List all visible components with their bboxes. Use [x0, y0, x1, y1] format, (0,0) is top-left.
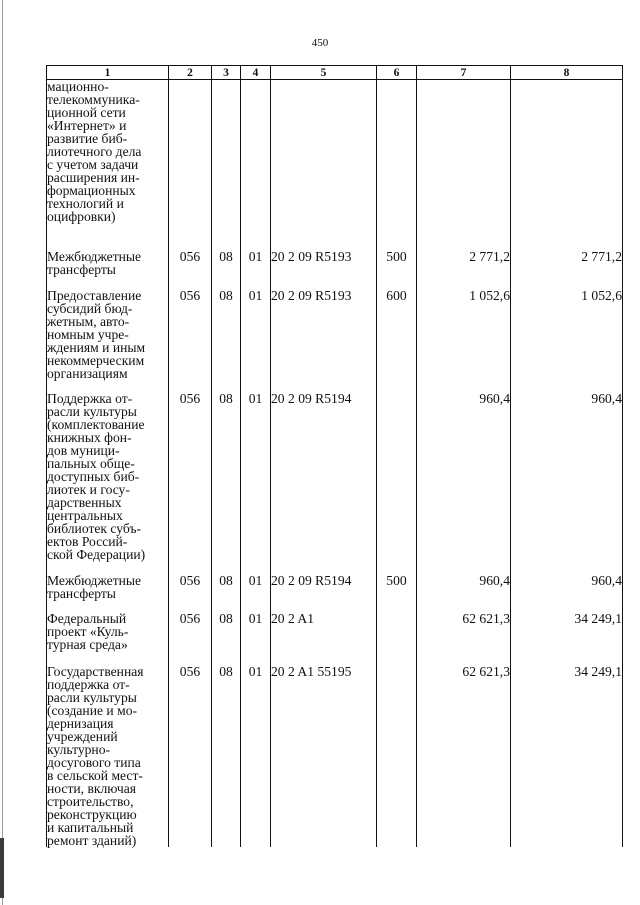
- cell-amount-col8: 34 249,1: [511, 607, 623, 660]
- cell-item-name: [47, 569, 169, 607]
- cell-section: 08: [212, 284, 241, 387]
- header-col-5: 5: [271, 66, 377, 80]
- cell-subsection: 01: [241, 607, 271, 660]
- item-name-line: ционной сети: [47, 105, 126, 120]
- cell-section: 08: [212, 569, 241, 607]
- page-edge-line: [2, 0, 3, 905]
- cell-expense-type: [377, 660, 417, 847]
- cell-amount-col7: 62 621,3: [417, 660, 511, 847]
- cell-amount-col7: 960,4: [417, 569, 511, 607]
- cell-expense-type: 500: [377, 569, 417, 607]
- cell-item-name: [47, 80, 169, 245]
- cell-amount-col7: 960,4: [417, 387, 511, 569]
- table-row: [47, 284, 623, 387]
- header-col-2: 2: [169, 66, 212, 80]
- item-name-line: учреждений: [47, 728, 118, 744]
- item-name-line: трансферты: [47, 261, 116, 277]
- cell-amount-col7: [417, 80, 511, 245]
- cell-admin-code: 056: [169, 569, 212, 607]
- table-row: [47, 387, 623, 569]
- cell-subsection: 01: [241, 569, 271, 607]
- cell-amount-col8: 1 052,6: [511, 284, 623, 387]
- cell-section: 08: [212, 245, 241, 284]
- cell-admin-code: 056: [169, 607, 212, 660]
- header-col-6: 6: [377, 66, 417, 80]
- item-name-line: досугового типа: [47, 754, 141, 770]
- cell-subsection: 01: [241, 284, 271, 387]
- item-name-line: культурно-: [47, 741, 111, 757]
- item-name-line: развитие биб-: [47, 131, 128, 146]
- item-name-line: Межбюджетные: [47, 572, 142, 588]
- table-row: [47, 245, 623, 284]
- page-number: 450: [311, 37, 329, 49]
- cell-target-article: 20 2 09 R5193: [271, 284, 377, 387]
- item-name-line: организациям: [47, 365, 128, 381]
- cell-section: 08: [212, 607, 241, 660]
- cell-expense-type: [377, 607, 417, 660]
- item-name-line: (комплектование: [47, 416, 145, 432]
- cell-admin-code: 056: [169, 284, 212, 387]
- header-col-8: 8: [511, 66, 623, 80]
- item-name-line: дарственных: [47, 494, 122, 510]
- header-col-7: 7: [417, 66, 511, 80]
- item-name-line: телекоммуника-: [47, 92, 140, 107]
- cell-item-name: [47, 284, 169, 387]
- table-row: [47, 80, 623, 245]
- cell-target-article: 20 2 09 R5194: [271, 387, 377, 569]
- item-name-line: лиотечного дела: [47, 144, 142, 159]
- item-name-line: доступных биб-: [47, 468, 140, 484]
- item-name-line: библиотек субъ-: [47, 520, 142, 536]
- item-name-line: Межбюджетные: [47, 248, 142, 264]
- item-name-line: пальных обще-: [47, 455, 135, 471]
- cell-expense-type: [377, 80, 417, 245]
- cell-subsection: 01: [241, 660, 271, 847]
- cell-expense-type: 600: [377, 284, 417, 387]
- cell-admin-code: 056: [169, 660, 212, 847]
- item-name-line: дов муници-: [47, 442, 120, 458]
- item-name-line: трансферты: [47, 585, 116, 601]
- item-name-line: проект «Куль-: [47, 623, 129, 639]
- cell-amount-col7: 2 771,2: [417, 245, 511, 284]
- item-name-line: ремонт зданий): [47, 832, 137, 848]
- cell-section: 08: [212, 387, 241, 569]
- cell-amount-col8: 34 249,1: [511, 660, 623, 847]
- cell-target-article: [271, 80, 377, 245]
- item-name-line: лиотек и госу-: [47, 481, 130, 497]
- item-name-line: ектов Россий-: [47, 533, 128, 549]
- item-name-line: ности, включая: [47, 780, 137, 796]
- cell-target-article: 20 2 09 R5194: [271, 569, 377, 607]
- table-header-row: [47, 66, 623, 80]
- item-name-line: жетным, авто-: [47, 313, 130, 329]
- header-col-3: 3: [212, 66, 241, 80]
- table-row: [47, 660, 623, 847]
- cell-subsection: [241, 80, 271, 245]
- item-name-line: расширения ин-: [47, 170, 140, 185]
- table-row: [47, 607, 623, 660]
- item-name-line: Предоставление: [47, 287, 142, 303]
- table-row: [47, 569, 623, 607]
- cell-amount-col8: 960,4: [511, 569, 623, 607]
- item-name-line: строительство,: [47, 793, 134, 809]
- cell-admin-code: [169, 80, 212, 245]
- item-name-line: расли культуры: [47, 689, 137, 705]
- table-body: [47, 80, 623, 847]
- cell-item-name: [47, 245, 169, 284]
- item-name-line: некоммерческим: [47, 352, 145, 368]
- cell-expense-type: 500: [377, 245, 417, 284]
- cell-section: 08: [212, 660, 241, 847]
- item-name-line: Государственная: [47, 663, 144, 679]
- item-name-line: «Интернет» и: [47, 118, 127, 133]
- cell-amount-col7: 1 052,6: [417, 284, 511, 387]
- cell-expense-type: [377, 387, 417, 569]
- item-name-line: турная среда»: [47, 636, 128, 652]
- cell-amount-col8: [511, 80, 623, 245]
- cell-amount-col7: 62 621,3: [417, 607, 511, 660]
- item-name-line: дернизация: [47, 715, 114, 731]
- cell-amount-col8: 2 771,2: [511, 245, 623, 284]
- budget-table: [46, 65, 623, 847]
- item-name-line: ской Федерации): [47, 546, 146, 562]
- cell-item-name: [47, 387, 169, 569]
- cell-item-name: [47, 660, 169, 847]
- item-name-line: книжных фон-: [47, 429, 132, 445]
- cell-admin-code: 056: [169, 387, 212, 569]
- item-name-line: Поддержка от-: [47, 390, 133, 406]
- cell-item-name: [47, 607, 169, 660]
- item-name-line: оцифровки): [47, 209, 116, 224]
- item-name-line: субсидий бюд-: [47, 300, 133, 316]
- item-name-line: мационно-: [47, 79, 109, 94]
- cell-subsection: 01: [241, 245, 271, 284]
- cell-amount-col8: 960,4: [511, 387, 623, 569]
- item-name-line: в сельской мест-: [47, 767, 143, 783]
- item-name-line: центральных: [47, 507, 123, 523]
- item-name-line: реконструкцию: [47, 806, 137, 822]
- cell-target-article: 20 2 A1: [271, 607, 377, 660]
- header-col-1: 1: [47, 66, 169, 80]
- cell-subsection: 01: [241, 387, 271, 569]
- cell-section: [212, 80, 241, 245]
- binding-mark: [0, 838, 4, 898]
- item-name-line: поддержка от-: [47, 676, 130, 692]
- item-name-line: Федеральный: [47, 610, 127, 626]
- header-col-4: 4: [241, 66, 271, 80]
- cell-admin-code: 056: [169, 245, 212, 284]
- cell-target-article: 20 2 09 R5193: [271, 245, 377, 284]
- item-name-line: формационных: [47, 183, 136, 198]
- item-name-line: номным учре-: [47, 326, 129, 342]
- item-name-line: с учетом задачи: [47, 157, 139, 172]
- item-name-line: расли культуры: [47, 403, 137, 419]
- item-name-line: технологий и: [47, 196, 124, 211]
- item-name-line: (создание и мо-: [47, 702, 138, 718]
- item-name-line: и капитальный: [47, 819, 134, 835]
- cell-target-article: 20 2 A1 55195: [271, 660, 377, 847]
- item-name-line: ждениям и иным: [47, 339, 146, 355]
